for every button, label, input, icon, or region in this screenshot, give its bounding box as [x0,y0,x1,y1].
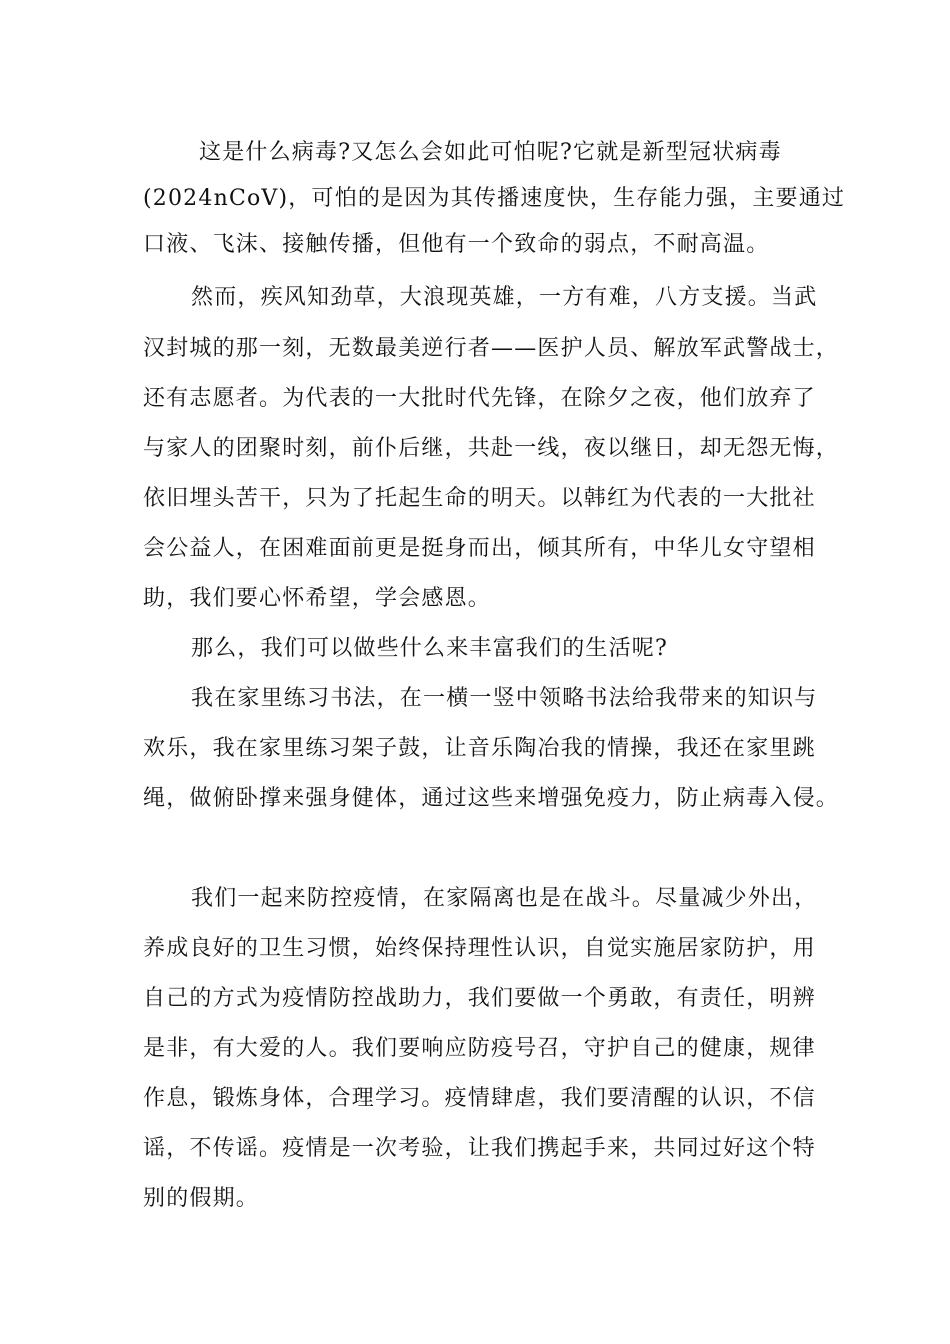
text-line: 汉封城的那一刻，无数最美逆行者——医护人员、解放军武警战士， [143,336,840,361]
text-line: 是非，有大爱的人。我们要响应防疫号召，守护自己的健康，规律 [143,1036,816,1061]
text-line: 谣，不传谣。疫情是一次考验，让我们携起手来，共同过好这个特 [143,1136,816,1161]
text-line: 作息，锻炼身体，合理学习。疫情肆虐，我们要清醒的认识，不信 [143,1086,816,1111]
text-line: 口液、飞沫、接触传播，但他有一个致命的弱点，不耐高温。 [143,232,770,257]
text-line: 我们一起来防控疫情，在家隔离也是在战斗。尽量减少外出， [191,886,818,911]
text-line: 与家人的团聚时刻，前仆后继，共赴一线，夜以继日，却无怨无悔， [143,436,840,461]
text-line: 然而，疾风知劲草，大浪现英雄，一方有难，八方支援。当武 [191,285,818,310]
text-line: 绳，做俯卧撑来强身健体，通过这些来增强免疫力，防止病毒入侵。 [143,786,840,811]
text-line: 我在家里练习书法，在一横一竖中领略书法给我带来的知识与 [191,686,818,711]
text-line: 欢乐，我在家里练习架子鼓，让音乐陶冶我的情操，我还在家里跳 [143,736,816,761]
text-line: 别的假期。 [143,1186,260,1211]
text-line: 养成良好的卫生习惯，始终保持理性认识，自觉实施居家防护，用 [143,936,816,961]
text-line: 自己的方式为疫情防控战助力，我们要做一个勇敢，有责任，明辨 [143,986,816,1011]
text-line: 依旧埋头苦干，只为了托起生命的明天。以韩红为代表的一大批社 [143,486,816,511]
text-line: 还有志愿者。为代表的一大批时代先锋，在除夕之夜，他们放弃了 [143,386,816,411]
text-line: 助，我们要心怀希望，学会感恩。 [143,586,492,611]
text-line: 会公益人，在困难面前更是挺身而出，倾其所有，中华儿女守望相 [143,536,816,561]
text-line: (2024nCoV)，可怕的是因为其传播速度快，生存能力强，主要通过 [143,186,846,211]
text-line: 这是什么病毒?又怎么会如此可怕呢?它就是新型冠状病毒 [199,140,782,165]
text-line: 那么，我们可以做些什么来丰富我们的生活呢? [191,636,668,661]
